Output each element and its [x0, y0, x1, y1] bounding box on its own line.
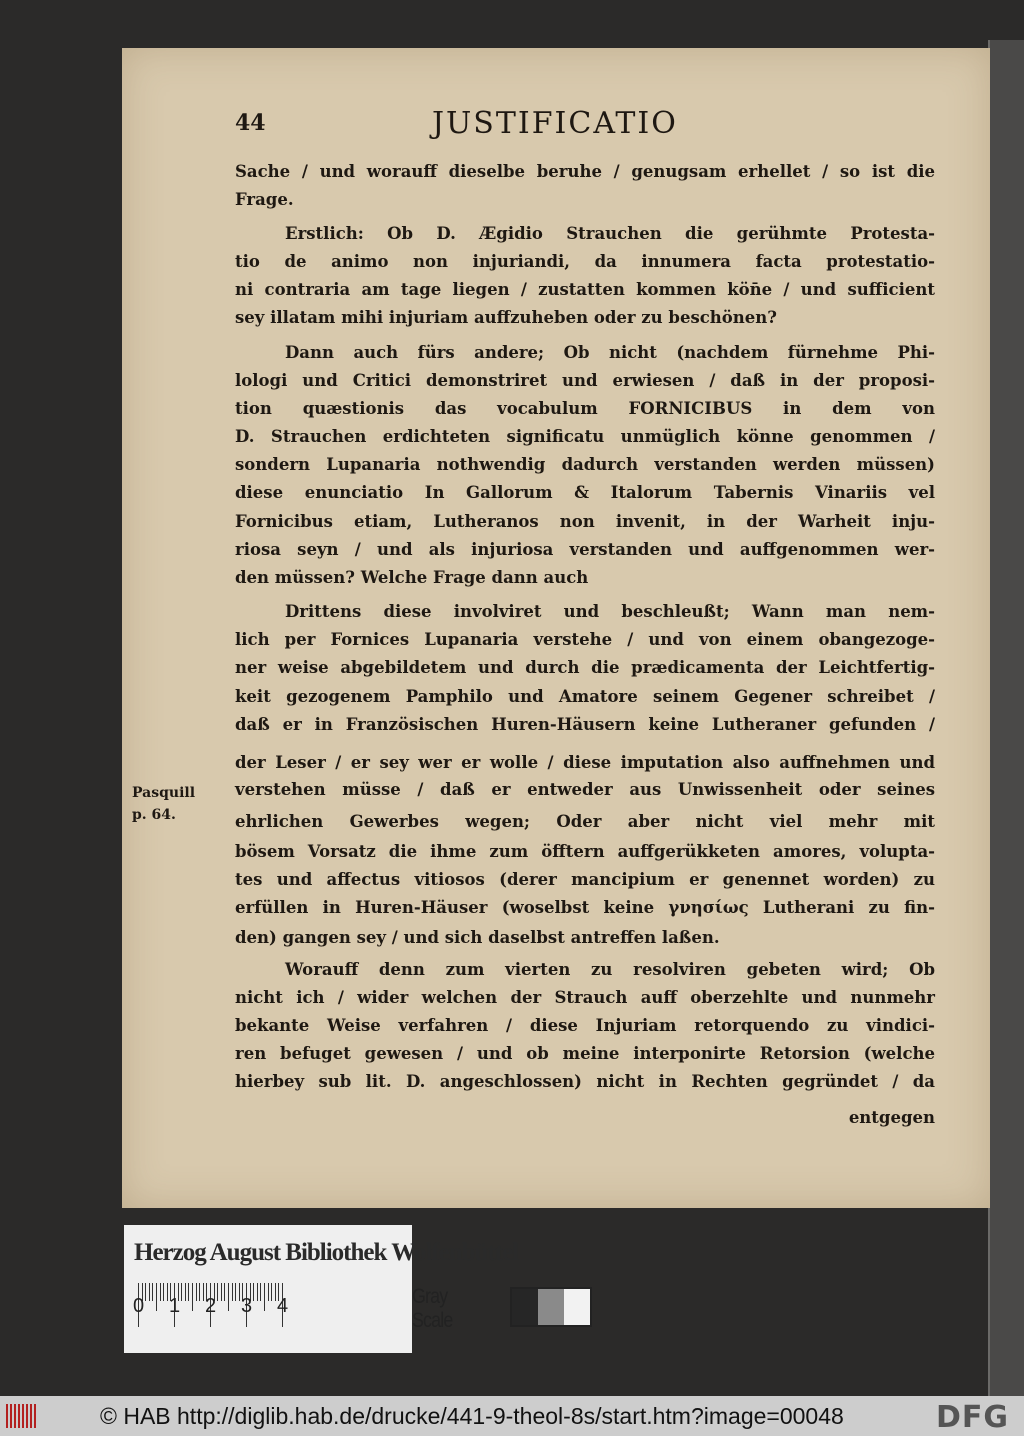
ruler-tick — [167, 1283, 168, 1301]
text-line: den müssen? Welche Frage dann auch — [235, 568, 589, 587]
ruler-tick — [192, 1283, 193, 1311]
adjacent-page-edge — [988, 40, 1024, 1396]
gray-swatch — [512, 1289, 538, 1325]
text-line: Drittens diese involviret und beschleußt; Wann man nem- — [285, 602, 935, 621]
dfg-logo: DFG — [936, 1400, 1010, 1435]
text-line: ehrlichen Gewerbes wegen; Oder aber nicht viel mehr mit — [235, 812, 935, 831]
ruler-tick — [149, 1283, 150, 1301]
text-line: D. Strauchen erdichteten significatu unmüglich könne genommen / — [235, 427, 935, 446]
ruler-tick — [152, 1283, 153, 1301]
ruler-tick — [232, 1283, 233, 1301]
gray-scale-swatches — [510, 1287, 592, 1327]
text-line: bösem Vorsatz die ihme zum öfftern auffgerükketen amores, volupta- — [235, 842, 935, 861]
ruler-tick — [160, 1283, 161, 1301]
ruler-tick — [163, 1283, 164, 1301]
text-line: Sache / und worauff dieselbe beruhe / genugsam erhellet / so ist die — [235, 162, 935, 181]
text-line: den) gangen sey / und sich daselbst antreffen laßen. — [235, 928, 720, 947]
gray-scale-label: Gray Scale — [412, 1285, 453, 1332]
ruler-tick — [188, 1283, 189, 1301]
book-page — [122, 48, 990, 1208]
text-line: ren befuget gewesen / und ob meine interponirte Retorsion (welche — [235, 1044, 935, 1063]
footer-bar — [0, 1396, 1024, 1436]
ruler-tick — [221, 1283, 222, 1301]
ruler-tick — [228, 1283, 229, 1311]
margin-note-line: p. 64. — [132, 807, 176, 823]
ruler-number: 0 — [133, 1295, 145, 1317]
text-line: sey illatam mihi injuriam auffzuheben oder zu beschönen? — [235, 308, 777, 327]
text-line: Frage. — [235, 190, 294, 209]
ruler-tick — [156, 1283, 157, 1311]
ruler-number: 1 — [169, 1295, 181, 1317]
color-card — [124, 1225, 519, 1353]
text-line: lologi und Critici demonstriret und erwiesen / daß in der proposi- — [235, 371, 935, 390]
text-line: verstehen müsse / daß er entweder aus Unwissenheit oder seines — [235, 780, 935, 799]
ruler-tick — [224, 1283, 225, 1301]
ruler-tick — [203, 1283, 204, 1301]
text-line: hierbey sub lit. D. angeschlossen) nicht in Rechten gegründet / da — [235, 1072, 935, 1091]
library-name: Herzog August Bibliothek Wolfenbüttel — [134, 1239, 519, 1266]
text-line: tes und affectus vitiosos (derer mancipium er genennet worden) zu — [235, 870, 935, 889]
gray-swatch — [538, 1289, 564, 1325]
ruler-tick — [264, 1283, 265, 1311]
text-line: sondern Lupanaria nothwendig dadurch verstanden werden müssen) — [235, 455, 935, 474]
ruler-tick — [257, 1283, 258, 1301]
text-line: nicht ich / wider welchen der Strauch auff oberzehlte und nunmehr — [235, 988, 935, 1007]
ruler-tick — [268, 1283, 269, 1301]
text-line: Dann auch fürs andere; Ob nicht (nachdem fürnehme Phi- — [285, 343, 935, 362]
text-line: tio de animo non injuriandi, da innumera facta protestatio- — [235, 252, 935, 271]
gray-swatch — [564, 1289, 590, 1325]
text-line: diese enunciatio In Gallorum & Italorum Tabernis Vinariis vel — [235, 483, 935, 502]
ruler-number: 3 — [241, 1295, 253, 1317]
text-line: Worauff denn zum vierten zu resolviren gebeten wird; Ob — [285, 960, 935, 979]
ruler-tick — [260, 1283, 261, 1301]
text-line: ner weise abgebildetem und durch die prædicamenta der Leichtfertig- — [235, 658, 935, 677]
ruler-tick — [253, 1283, 254, 1301]
catchword: entgegen — [848, 1108, 935, 1127]
ruler-tick — [185, 1283, 186, 1301]
text-line: erfüllen in Huren-Häuser (woselbst keine γνησίως Lutherani zu fin- — [235, 898, 935, 917]
page-number: 44 — [235, 110, 266, 136]
text-line: keit gezogenem Pamphilo und Amatore seinem Gegener schreibet / — [235, 687, 935, 706]
margin-note-line: Pasquill — [132, 785, 196, 801]
text-line: tion quæstionis das vocabulum FORNICIBUS in dem von — [235, 399, 935, 418]
footer-source-url[interactable]: © HAB http://diglib.hab.de/drucke/441-9-theol-8s/start.htm?image=00048 — [100, 1403, 844, 1429]
text-line: Fornicibus etiam, Lutheranos non invenit, in der Warheit inju- — [235, 512, 935, 531]
ruler-tick — [239, 1283, 240, 1301]
ruler-tick — [271, 1283, 272, 1301]
ruler-tick — [275, 1283, 276, 1301]
text-line: daß er in Französischen Huren-Häusern keine Lutheraner gefunden / — [235, 715, 935, 734]
ruler-number: 4 — [277, 1295, 289, 1317]
text-line: ni contraria am tage liegen / zustatten kommen kön̄e / und sufficient — [235, 280, 935, 299]
text-line: bekante Weise verfahren / diese Injuriam retorquendo zu vindici- — [235, 1016, 935, 1035]
ruler-tick — [145, 1283, 146, 1301]
ruler-tick — [199, 1283, 200, 1301]
ruler-tick — [196, 1283, 197, 1301]
text-line: lich per Fornices Lupanaria verstehe / und von einem obangezoge- — [235, 630, 935, 649]
text-line: der Leser / er sey wer er wolle / diese imputation also auffnehmen und — [235, 753, 935, 772]
ruler-tick — [181, 1283, 182, 1301]
running-title: JUSTIFICATIO — [432, 106, 678, 141]
ruler-tick — [235, 1283, 236, 1301]
ruler-tick — [217, 1283, 218, 1301]
text-line: Erstlich: Ob D. Ægidio Strauchen die gerühmte Protesta- — [285, 224, 935, 243]
text-line: riosa seyn / und als injuriosa verstanden und auffgenommen wer- — [235, 540, 935, 559]
ruler-number: 2 — [205, 1295, 217, 1317]
hab-logo-icon — [6, 1404, 38, 1428]
